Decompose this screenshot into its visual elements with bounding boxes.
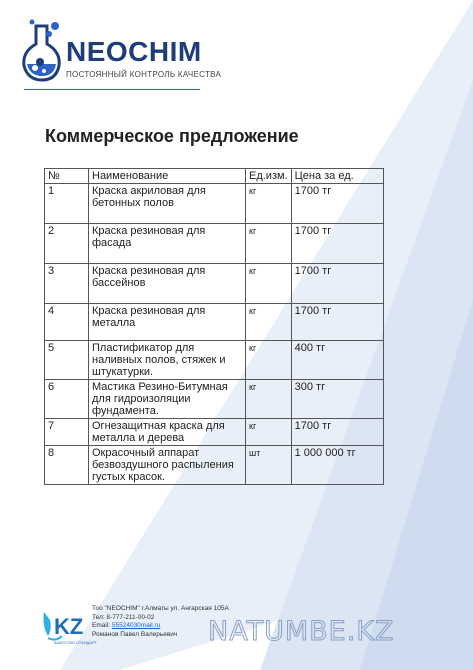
footer-contact-person: Романов Павел Валерьевич — [92, 630, 178, 638]
row-name: Окрасочный аппарат безвоздушного распыления густых красок. — [89, 446, 246, 485]
table-row — [45, 341, 384, 380]
row-name: Мастика Резино-Битумная для гидроизоляции фундамента. — [89, 380, 246, 419]
row-number: 7 — [45, 419, 89, 446]
kz-quality-logo-icon — [40, 606, 97, 648]
row-number: 5 — [45, 341, 89, 380]
header-divider — [24, 89, 200, 90]
row-price: 1700 тг — [291, 419, 383, 446]
row-name: Огнезащитная краска для металла и дерева — [89, 419, 246, 446]
table-row — [45, 380, 384, 419]
row-price: 1700 тг — [291, 264, 383, 304]
row-name: Краска резиновая для бассейнов — [89, 264, 246, 304]
row-unit: кг — [246, 341, 292, 380]
header-name: Наименование — [89, 169, 246, 184]
row-number: 3 — [45, 264, 89, 304]
row-number: 2 — [45, 224, 89, 264]
footer-email-link[interactable]: 55524030mail.ru — [111, 622, 161, 630]
table-row — [45, 184, 384, 224]
footer-logo-text: KZ — [54, 614, 84, 639]
company-logo — [18, 18, 238, 88]
table-row — [45, 224, 384, 264]
row-number: 8 — [45, 446, 89, 485]
table-header-row — [45, 169, 384, 184]
row-unit: шт — [246, 446, 292, 485]
footer-address: Тоо "NEOCHIM" г.Алматы ул. Ангарская 105А — [92, 605, 229, 612]
row-unit: кг — [246, 419, 292, 446]
row-number: 6 — [45, 380, 89, 419]
row-price: 400 тг — [291, 341, 383, 380]
row-unit: кг — [246, 184, 292, 224]
footer-email-label: Email: — [92, 622, 111, 630]
header-price: Цена за ед. — [291, 169, 383, 184]
watermark-text: NATUMBE.KZ — [208, 616, 395, 647]
row-unit: кг — [246, 224, 292, 264]
brand-tagline: ПОСТОЯННЫЙ КОНТРОЛЬ КАЧЕСТВА — [66, 70, 222, 79]
row-number: 4 — [45, 304, 89, 341]
row-price: 1700 тг — [291, 304, 383, 341]
footer-logo-subtext: КАЧЕСТВО СТАНДАРТ — [54, 640, 97, 645]
row-number: 1 — [45, 184, 89, 224]
row-name: Краска резиновая для металла — [89, 304, 246, 341]
table-row — [45, 446, 384, 485]
row-price: 1 000 000 тг — [291, 446, 383, 485]
table-row — [45, 264, 384, 304]
row-price: 1700 тг — [291, 224, 383, 264]
document-title: Коммерческое предложение — [45, 126, 299, 146]
row-unit: кг — [246, 380, 292, 419]
table-row — [45, 304, 384, 341]
row-name: Краска резиновая для фасада — [89, 224, 246, 264]
header-unit: Ед.изм. — [246, 169, 292, 184]
row-unit: кг — [246, 304, 292, 341]
offer-table — [44, 168, 384, 485]
flask-logo-icon — [18, 18, 64, 84]
table-row — [45, 419, 384, 446]
row-price: 300 тг — [291, 380, 383, 419]
row-name: Краска акриловая для бетонных полов — [89, 184, 246, 224]
brand-name: NEOCHIM — [66, 36, 202, 67]
row-unit: кг — [246, 264, 292, 304]
row-name: Пластификатор для наливных полов, стяжек и штукатурки. — [89, 341, 246, 380]
footer-phone: Тел: 8-777-211-00-02 — [92, 613, 155, 621]
row-price: 1700 тг — [291, 184, 383, 224]
header-number: № — [45, 169, 89, 184]
